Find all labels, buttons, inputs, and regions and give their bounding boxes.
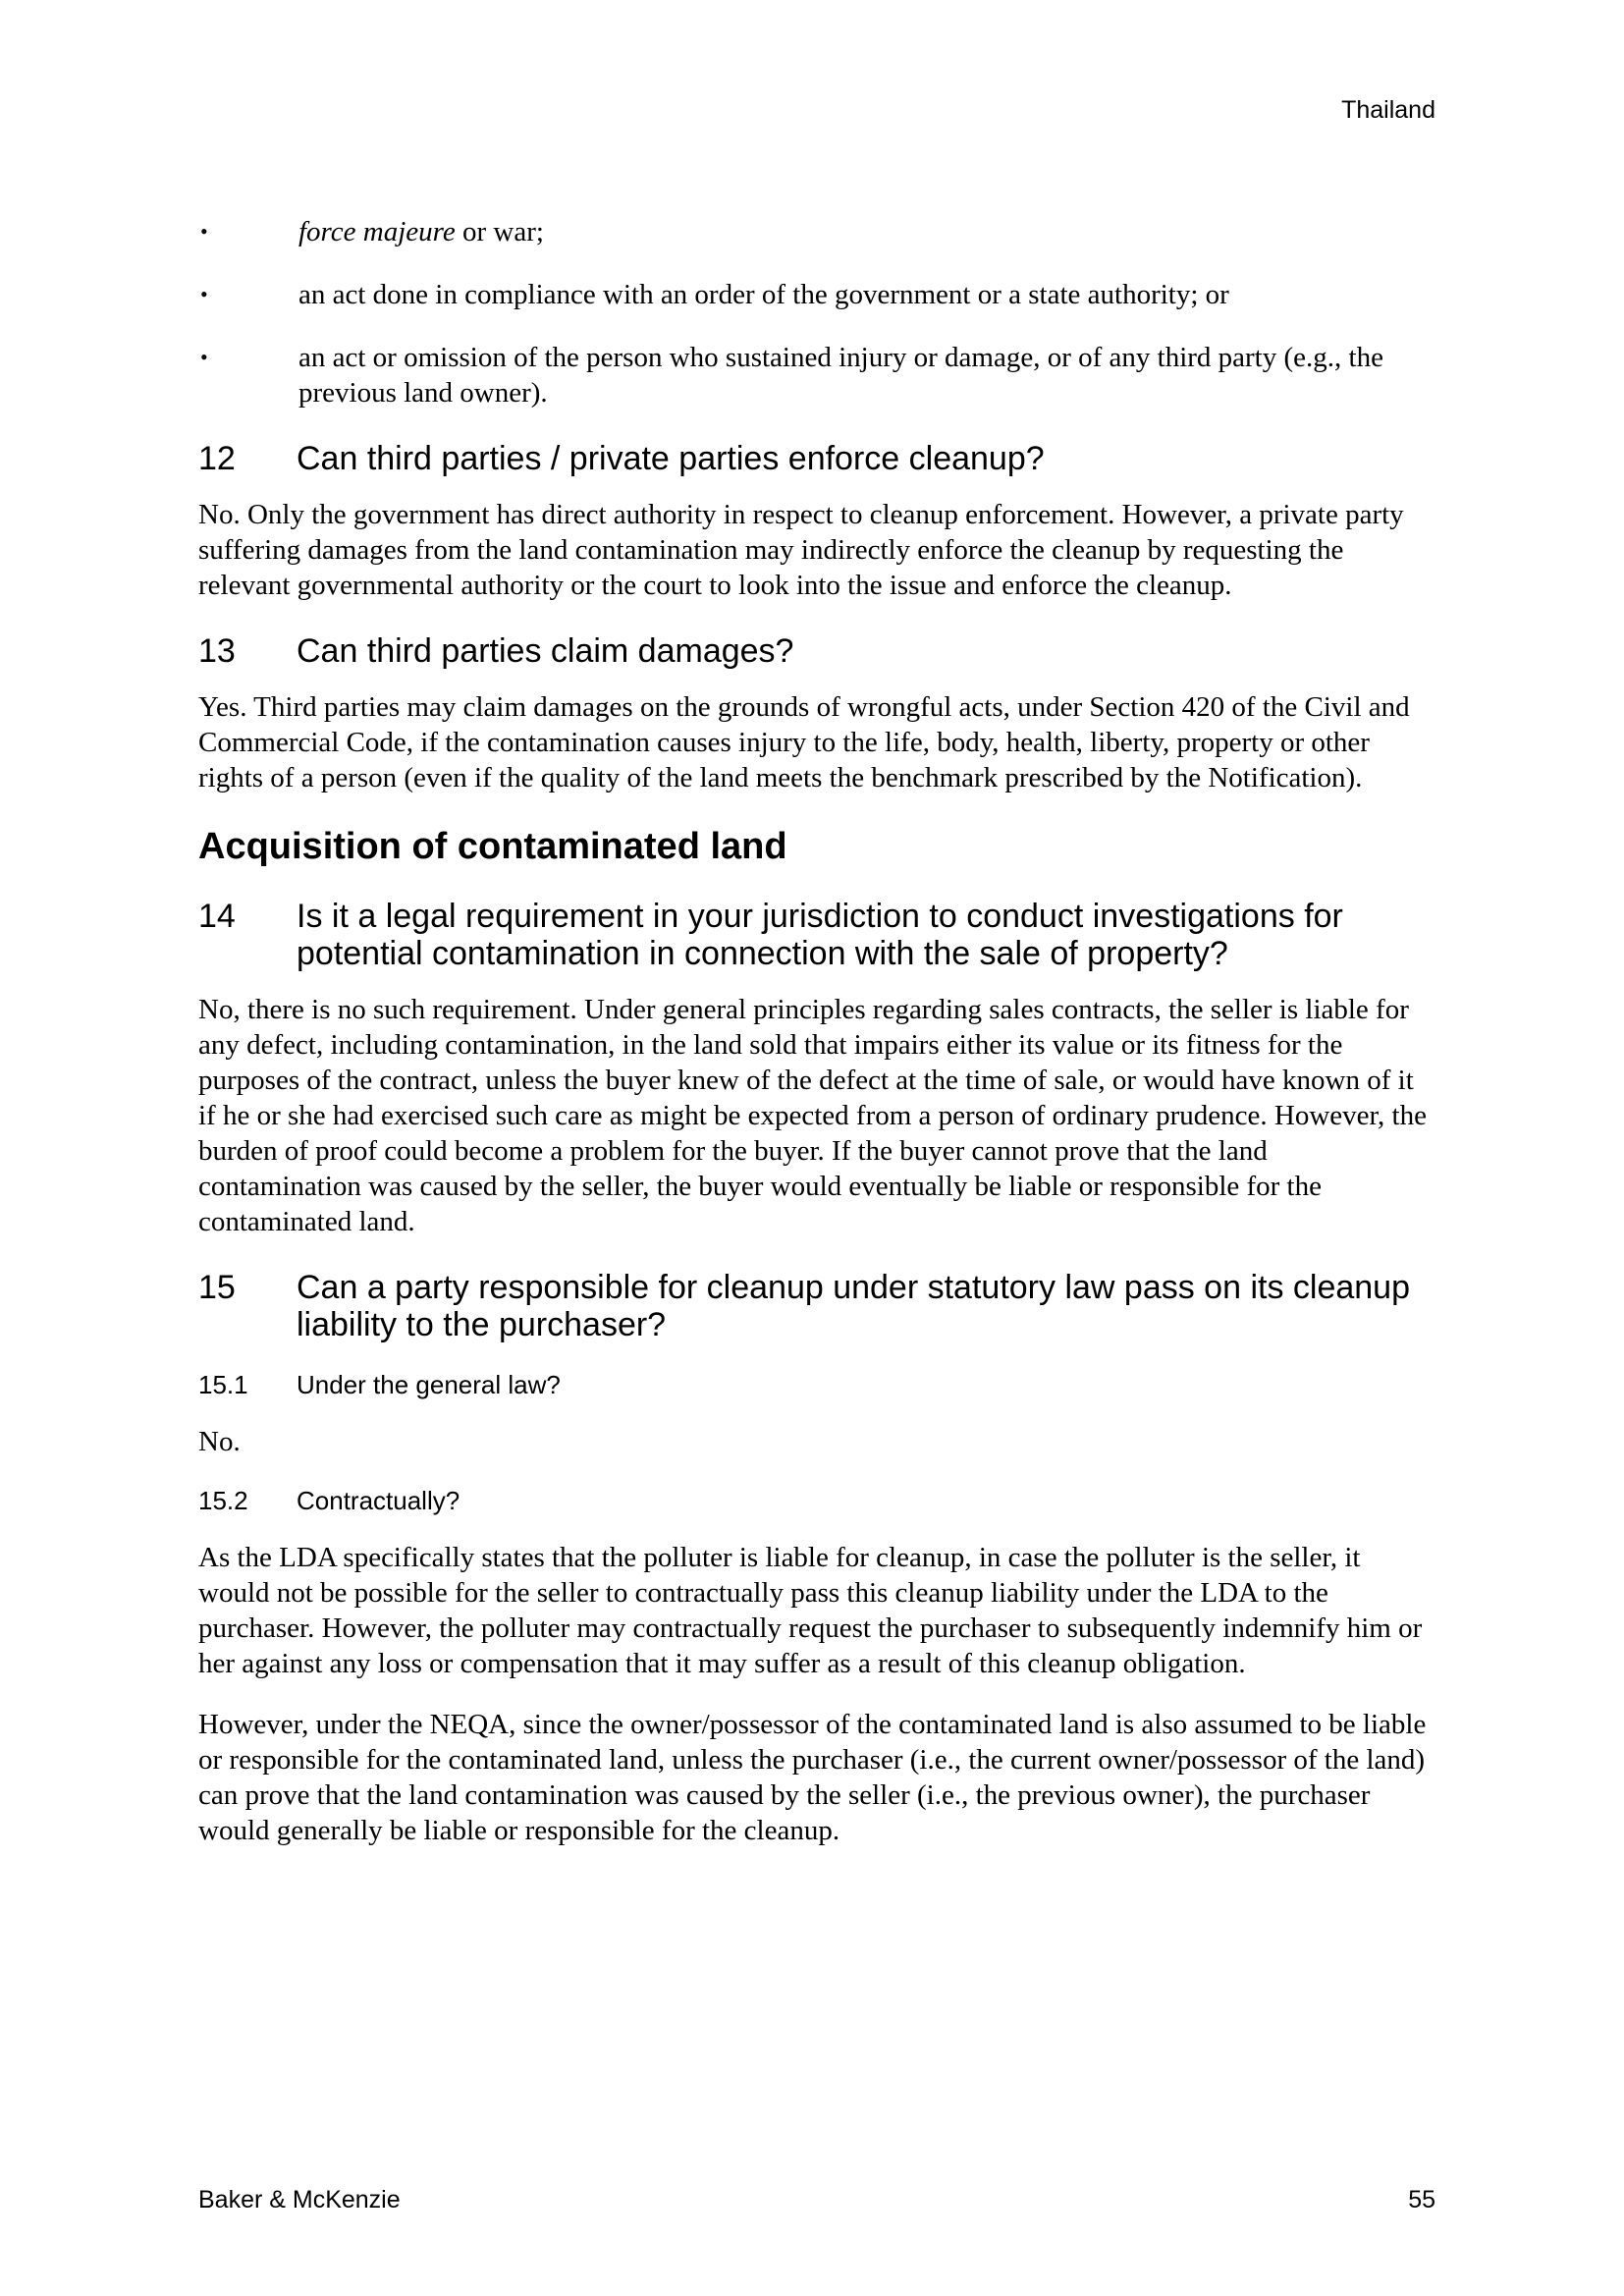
question-number: 14 [198, 898, 236, 935]
bullet-item [198, 277, 1435, 312]
subquestion-number: 15.2 [198, 1486, 248, 1515]
footer-firm-name: Baker & McKenzie [198, 2186, 401, 2214]
question-number: 13 [198, 632, 236, 670]
answer-paragraph: However, under the NEQA, since the owner/possessor of the contaminated land is also assumed to be liable or responsible for the contaminated land, unless the purchaser (i.e., the current owner/possessor of the land) can prove that the land contamination was caused by the seller (i.e., the previous owner), the purchaser would generally be liable or responsible for the cleanup. [198, 1709, 1427, 1846]
subquestion-heading-15-2 [198, 1485, 1435, 1516]
question-text: Can third parties claim damages? [297, 632, 794, 670]
question-heading-12 [198, 440, 1435, 477]
subquestion-text: Under the general law? [297, 1370, 561, 1399]
answer-paragraph: No. [198, 1426, 241, 1457]
answer-paragraph: Yes. Third parties may claim damages on the grounds of wrongful acts, under Section 420 of the Civil and Commercial Code, if the contamination causes injury to the life, body, health, liberty, property or other rights of a person (even if the quality of the land meets the benchmark prescribed by the Notification). [198, 691, 1410, 793]
subquestion-number: 15.1 [198, 1370, 248, 1399]
page-number: 55 [1408, 2186, 1435, 2214]
subquestion-text: Contractually? [297, 1486, 460, 1515]
bullet-text: an act or omission of the person who sustained injury or damage, or of any third party (e.g., the previous land owner). [298, 342, 1383, 409]
bullet-text [298, 214, 1435, 249]
subquestion-heading-15-1 [198, 1369, 1435, 1400]
question-heading-14 [198, 898, 1435, 972]
bullet-italic-text: force majeure [298, 216, 456, 247]
running-header: Thailand [1341, 96, 1435, 124]
bullet-marker: • [200, 282, 208, 306]
question-text: Can third parties / private parties enforce cleanup? [297, 440, 1045, 477]
question-heading-13 [198, 632, 1435, 670]
bullet-item [198, 214, 1435, 249]
question-number: 15 [198, 1269, 236, 1306]
question-heading-15 [198, 1269, 1435, 1343]
answer-paragraph: As the LDA specifically states that the polluter is liable for cleanup, in case the polluter is the seller, it would not be possible for the seller to contractually pass this cleanup liability under the LDA to the purchaser. However, the polluter may contractually request the purchaser to subsequently indemnify him or her against any loss or compensation that it may suffer as a result of this cleanup obligation. [198, 1542, 1423, 1679]
bullet-text: an act done in compliance with an order of the government or a state authority; or [298, 279, 1229, 310]
bullet-item [198, 340, 1435, 410]
bullet-marker: • [200, 219, 208, 244]
answer-paragraph: No, there is no such requirement. Under general principles regarding sales contracts, the seller is liable for any defect, including contamination, in the land sold that impairs either its value or its fitness for the purposes of the contract, unless the buyer knew of the defect at the time of sale, or would have known of it if he or she had exercised such care as might be expected from a person of ordinary prudence. However, the burden of proof could become a problem for the buyer. If the buyer cannot prove that the land contamination was caused by the seller, the buyer would eventually be liable or responsible for the contaminated land. [198, 994, 1427, 1237]
question-text: Can a party responsible for cleanup under statutory law pass on its cleanup liability to the purchaser? [297, 1269, 1410, 1343]
bullet-marker: • [200, 345, 208, 369]
question-number: 12 [198, 440, 236, 477]
answer-paragraph: No. Only the government has direct authority in respect to cleanup enforcement. However, a private party suffering damages from the land contamination may indirectly enforce the cleanup by requesting the relevant governmental authority or the court to look into the issue and enforce the cleanup. [198, 499, 1404, 601]
question-text: Is it a legal requirement in your jurisdiction to conduct investigations for potential contamination in connection with the sale of property? [297, 898, 1343, 972]
section-title: Acquisition of contaminated land [198, 826, 787, 867]
page-content [198, 214, 1435, 1874]
bullet-rest-text: or war; [455, 216, 544, 247]
